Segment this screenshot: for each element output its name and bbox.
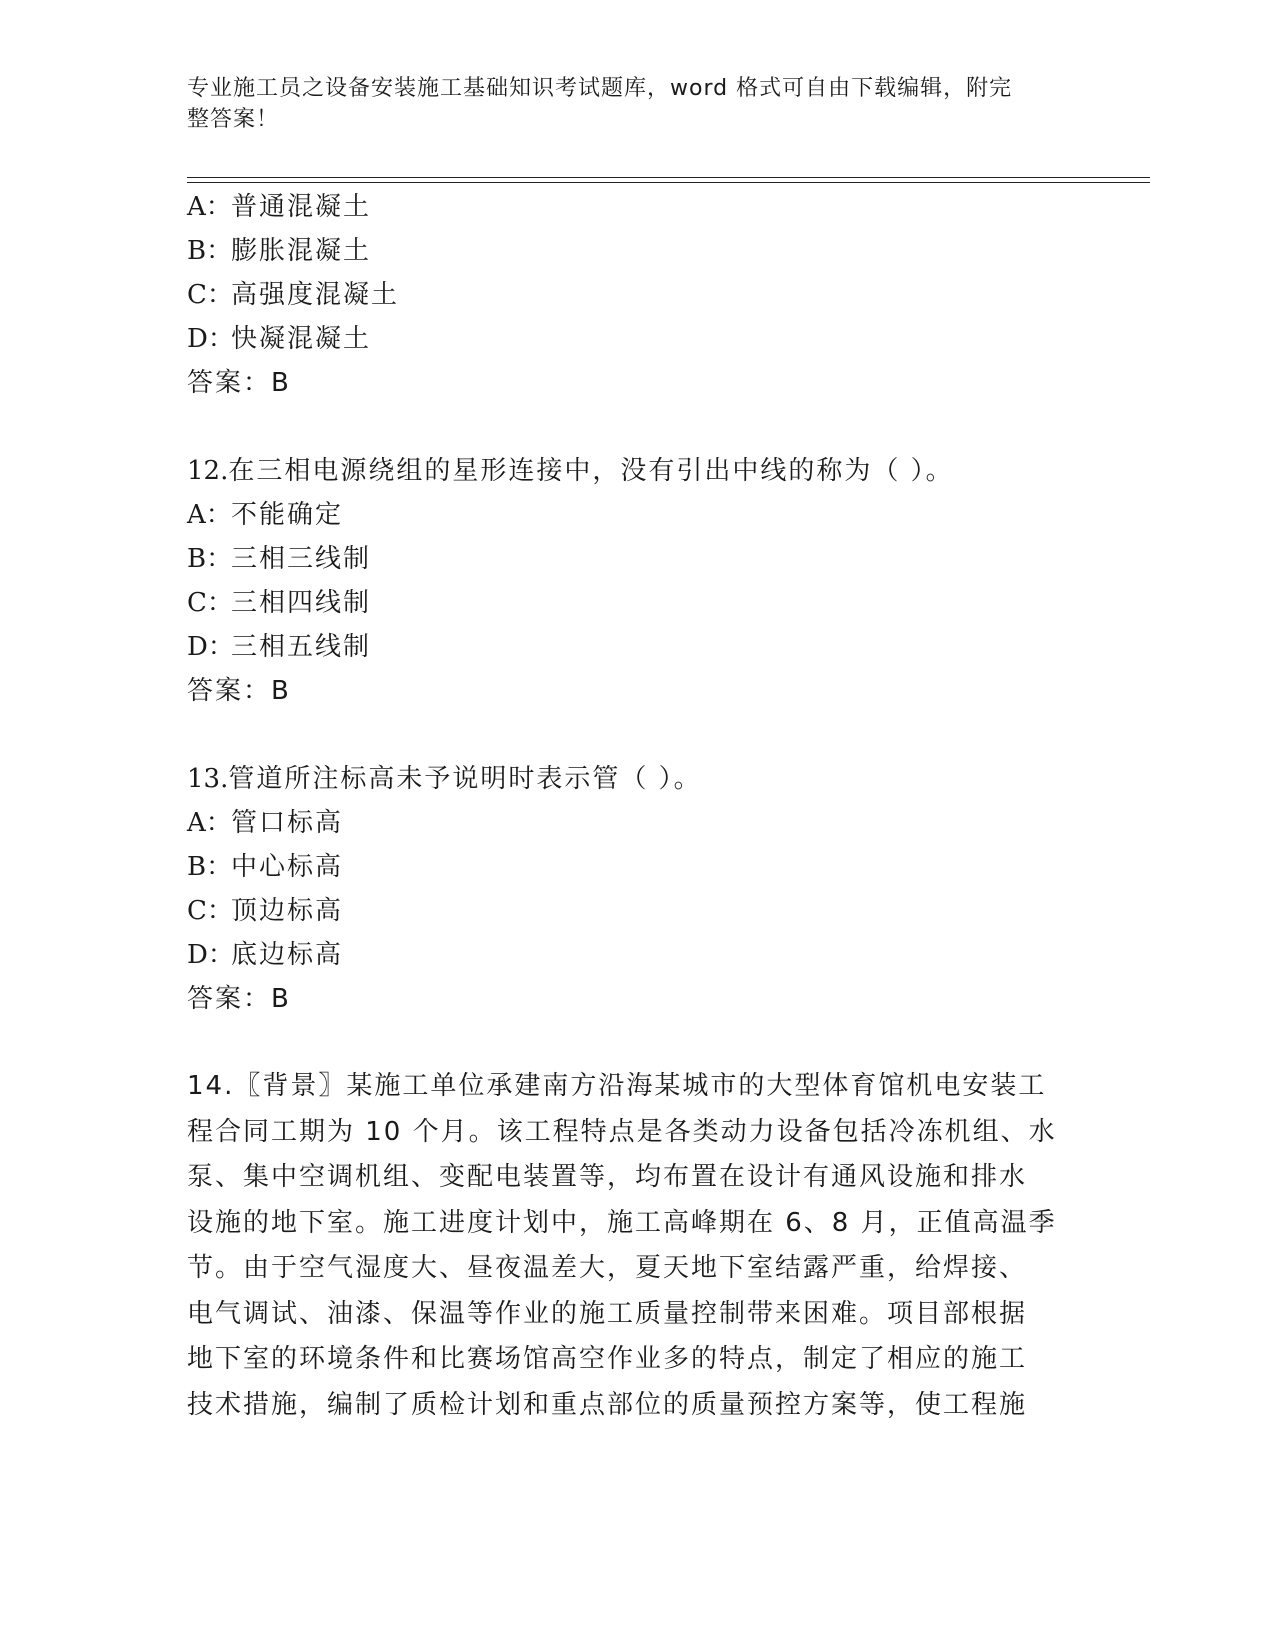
option-text: 管口标高: [231, 808, 344, 838]
option-text: 高强度混凝土: [231, 280, 400, 310]
q12-answer: 答案：B: [187, 676, 291, 706]
option-text: 快凝混凝土: [231, 324, 372, 354]
q11-option-c: [187, 274, 399, 311]
q12-option-b: [187, 538, 371, 575]
header-divider-top: [187, 177, 1150, 178]
option-label: D：: [187, 632, 234, 662]
q13-stem: [187, 758, 702, 795]
option-label: A：: [187, 192, 232, 222]
q13-answer: 答案：B: [187, 984, 291, 1014]
q12-option-c: [187, 582, 371, 619]
option-label: B：: [187, 544, 233, 574]
q11-option-d: [187, 318, 371, 355]
option-label: A：: [187, 500, 232, 530]
paragraph-line: 节。由于空气湿度大、昼夜温差大，夏天地下室结露严重，给焊接、: [187, 1253, 1028, 1283]
option-text: 膨胀混凝土: [231, 236, 372, 266]
document-header: [187, 73, 1057, 135]
option-text: 三相五线制: [231, 632, 372, 662]
option-text: 底边标高: [231, 940, 344, 970]
header-divider-bottom: [187, 182, 1150, 183]
q11-option-b: [187, 230, 371, 267]
paragraph-line: 14.〖背景〗某施工单位承建南方沿海某城市的大型体育馆机电安装工: [187, 1071, 1047, 1101]
option-label: B：: [187, 852, 233, 882]
paragraph-line: 泵、集中空调机组、变配电装置等，均布置在设计有通风设施和排水: [187, 1162, 1028, 1192]
option-label: B：: [187, 236, 233, 266]
option-text: 普通混凝土: [231, 192, 372, 222]
option-text: 不能确定: [231, 500, 344, 530]
q12-option-d: [187, 626, 371, 663]
q12-stem: [187, 450, 954, 487]
q11-option-a: [187, 186, 371, 223]
q13-option-c: [187, 890, 343, 927]
q11-answer: 答案：B: [187, 368, 291, 398]
q13-option-a: [187, 802, 343, 839]
option-label: A：: [187, 808, 232, 838]
question-number: 13.: [187, 764, 229, 794]
option-label: C：: [187, 280, 233, 310]
option-text: 三相四线制: [231, 588, 372, 618]
paragraph-line: 技术措施，编制了质检计划和重点部位的质量预控方案等，使工程施: [187, 1389, 1028, 1420]
paragraph-line: 程合同工期为 10 个月。该工程特点是各类动力设备包括冷冻机组、水: [187, 1116, 1057, 1147]
option-label: D：: [187, 324, 234, 354]
q12-option-a: [187, 494, 343, 531]
question-number: 12.: [187, 456, 229, 486]
paragraph-line: 地下室的环境条件和比赛场馆高空作业多的特点，制定了相应的施工: [187, 1344, 1028, 1374]
q13-option-b: [187, 846, 343, 883]
q13-option-d: [187, 934, 343, 971]
header-line-2: 整答案！: [187, 107, 280, 132]
header-line-1: 专业施工员之设备安装施工基础知识考试题库，word 格式可自由下载编辑，附完: [187, 76, 1013, 101]
option-text: 中心标高: [231, 852, 344, 882]
paragraph-line: 电气调试、油漆、保温等作业的施工质量控制带来困难。项目部根据: [187, 1298, 1028, 1329]
paragraph-line: 设施的地下室。施工进度计划中，施工高峰期在 6、8 月，正值高温季: [187, 1207, 1057, 1238]
option-label: C：: [187, 588, 233, 618]
option-text: 三相三线制: [231, 544, 372, 574]
option-label: D：: [187, 940, 234, 970]
option-text: 顶边标高: [231, 896, 344, 926]
option-label: C：: [187, 896, 233, 926]
q14-paragraph: [187, 1064, 1067, 1428]
question-text: 在三相电源绕组的星形连接中，没有引出中线的称为（ ）。: [228, 456, 954, 486]
question-text: 管道所注标高未予说明时表示管（ ）。: [228, 764, 702, 794]
